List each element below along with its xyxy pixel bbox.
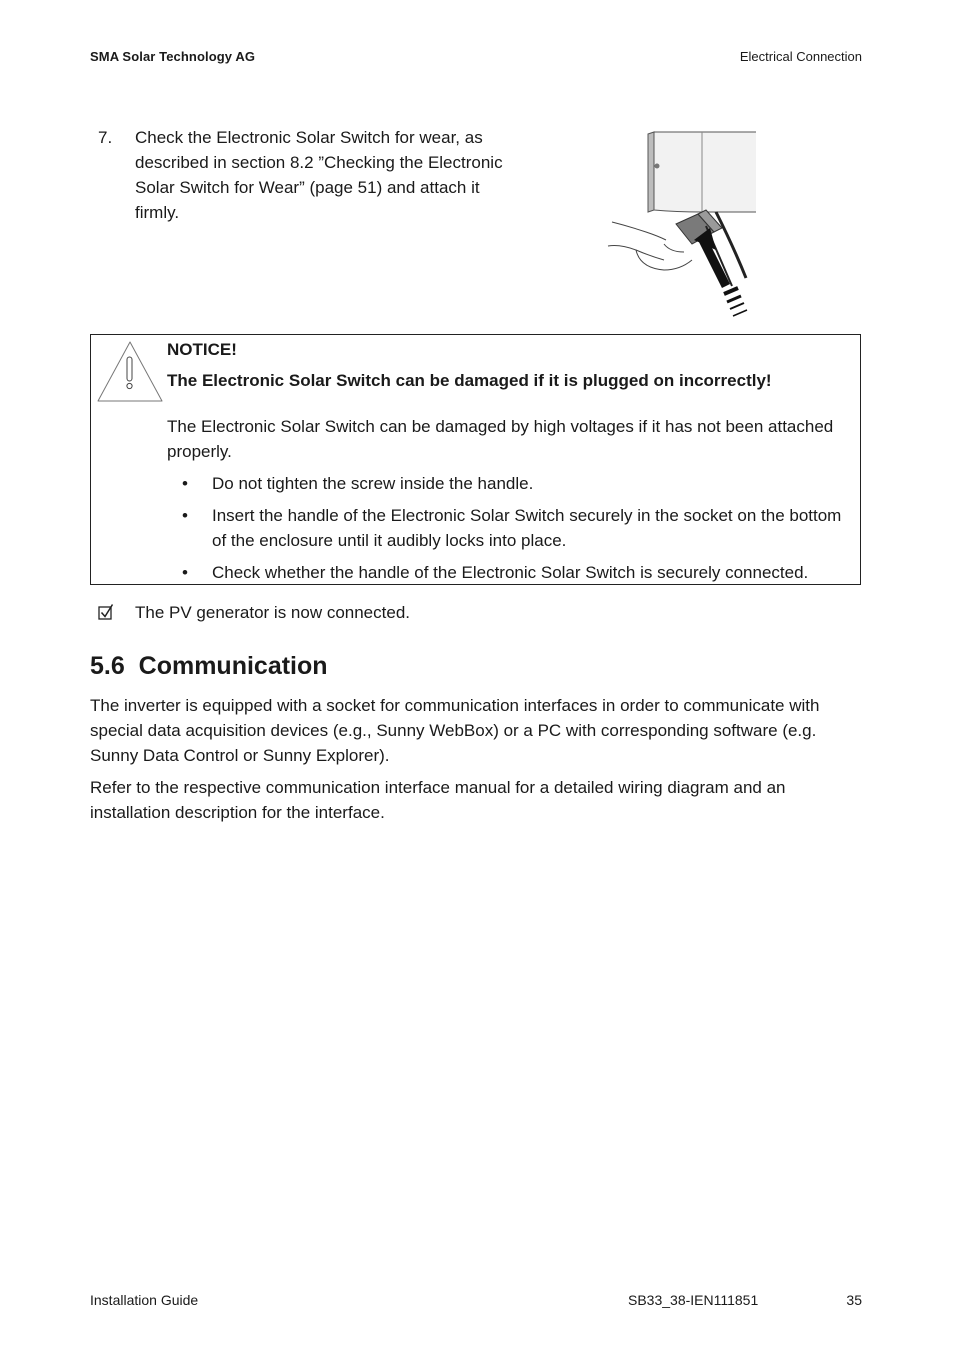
section-heading: 5.6 Communication xyxy=(90,652,328,680)
footer-doc-type: Installation Guide xyxy=(90,1292,199,1308)
header-section-title: Electrical Connection xyxy=(739,49,862,64)
checkbox-checked-icon xyxy=(98,603,114,621)
list-item: • Check whether the handle of the Electronic Solar Switch is securely connected. xyxy=(182,563,809,582)
section-paragraph: The inverter is equipped with a socket for communication interfaces in order to communicate with special data acquisition devices (e.g., Sunny WebBox) or a PC with corresponding software (e.g. Sunny Data Control or Sunny Explorer). xyxy=(90,696,820,765)
step-number: 7. xyxy=(98,128,113,147)
step-text: Check the Electronic Solar Switch for wear, as described in section 8.2 ”Checking the Electronic Solar Switch for Wear” (page 51) and attach it firmly. xyxy=(135,128,503,222)
list-item: • Insert the handle of the Electronic Solar Switch securely in the socket on the bottom of the enclosure until it audibly locks into place. xyxy=(182,506,842,550)
result-text: The PV generator is now connected. xyxy=(135,603,410,622)
page-number: 35 xyxy=(846,1292,862,1308)
bullet-text: Insert the handle of the Electronic Solar Switch securely in the socket on the bottom of the enclosure until it audibly locks into place. xyxy=(212,506,842,550)
notice-paragraph: The Electronic Solar Switch can be damaged by high voltages if it has not been attached properly. xyxy=(167,417,834,461)
notice-label: NOTICE! xyxy=(167,340,237,359)
footer-doc-code: SB33_38-IEN111851 xyxy=(628,1292,759,1308)
notice-bullet-list xyxy=(167,471,857,592)
header-company: SMA Solar Technology AG xyxy=(90,49,256,64)
warning-icon xyxy=(96,339,164,403)
ess-insertion-illustration xyxy=(606,128,756,324)
list-item: • Do not tighten the screw inside the handle. xyxy=(182,474,534,493)
bullet-text: Check whether the handle of the Electronic Solar Switch is securely connected. xyxy=(212,563,809,582)
notice-box xyxy=(90,334,861,585)
section-paragraph: Refer to the respective communication interface manual for a detailed wiring diagram and an installation description for the interface. xyxy=(90,778,786,822)
bullet-text: Do not tighten the screw inside the handle. xyxy=(212,474,534,493)
notice-headline: The Electronic Solar Switch can be damaged if it is plugged on incorrectly! xyxy=(167,371,772,390)
